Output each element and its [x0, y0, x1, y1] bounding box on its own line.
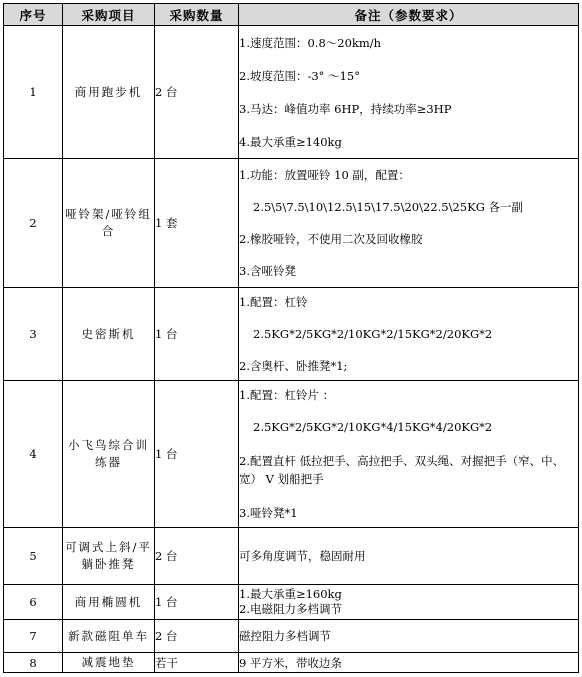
row-item: 小飞鸟综合训练器: [63, 381, 155, 528]
table-row: [4, 585, 579, 620]
row-item: 商用跑步机: [63, 26, 155, 159]
note-line: 2.电磁阻力多档调节: [239, 602, 342, 616]
row-qty: 1 台: [155, 585, 239, 620]
note-line: 可多角度调节，稳固耐用: [239, 549, 366, 563]
row-note: [239, 528, 579, 585]
row-qty: 1 台: [155, 288, 239, 381]
header-seq: 序号: [4, 4, 63, 26]
table-row: [4, 26, 579, 159]
row-seq: 2: [4, 159, 63, 288]
row-seq: 8: [4, 653, 63, 673]
header-note: 备注（参数要求）: [239, 4, 579, 26]
row-seq: 3: [4, 288, 63, 381]
table-row: [4, 288, 579, 381]
header-item: 采购项目: [63, 4, 155, 26]
row-qty: 2 台: [155, 620, 239, 653]
row-note: [239, 159, 579, 288]
table-row: [4, 159, 579, 288]
note-line: 1.功能：放置哑铃 10 副，配置：: [239, 168, 410, 182]
note-line: 2.5KG*2/5KG*2/10KG*2/15KG*2/20KG*2: [253, 327, 493, 341]
row-item: 史密斯机: [63, 288, 155, 381]
note-line: 2.含奥杆、卧推凳*1;: [239, 359, 348, 373]
row-qty: 2 台: [155, 528, 239, 585]
procurement-table: [3, 3, 579, 673]
note-line: 2.5KG*2/5KG*2/10KG*4/15KG*4/20KG*2: [253, 420, 493, 434]
table-row: [4, 528, 579, 585]
row-seq: 5: [4, 528, 63, 585]
table-row: [4, 653, 579, 673]
row-seq: 4: [4, 381, 63, 528]
row-item: 可调式上斜/平躺卧推凳: [63, 528, 155, 585]
note-line: 1.速度范围：0.8～20km/h: [239, 35, 382, 50]
row-note: [239, 381, 579, 528]
row-qty: 2 台: [155, 26, 239, 159]
note-line: 磁控阻力多档调节: [239, 629, 331, 643]
row-item: 减震地垫: [63, 653, 155, 673]
row-seq: 7: [4, 620, 63, 653]
note-line: 4.最大承重≥140kg: [239, 134, 342, 149]
row-note: [239, 26, 579, 159]
row-note: [239, 585, 579, 620]
note-line: 3.含哑铃凳: [239, 264, 296, 278]
header-row: [4, 4, 579, 26]
row-seq: 6: [4, 585, 63, 620]
note-line: 9 平方米，带收边条: [239, 655, 342, 670]
row-item: 哑铃架/哑铃组合: [63, 159, 155, 288]
note-line: 3.哑铃凳*1: [239, 506, 298, 520]
note-line: 2.配置直杆 低拉把手、高拉把手、双头绳、对握把手（窄、中、宽） V 划船把手: [239, 454, 565, 486]
note-line: 1.最大承重≥160kg: [239, 587, 342, 601]
row-item: 新款磁阻单车: [63, 620, 155, 653]
row-note: [239, 620, 579, 653]
table-row: [4, 381, 579, 528]
header-qty: 采购数量: [155, 4, 239, 26]
note-line: 2.坡度范围：-3° ～15°: [239, 68, 360, 83]
row-note: [239, 288, 579, 381]
note-line: 2.5\5\7.5\10\12.5\15\17.5\20\22.5\25KG 各一副: [253, 200, 524, 214]
row-qty: 若干: [155, 653, 239, 673]
note-line: 1.配置：杠铃: [239, 295, 308, 309]
row-qty: 1 套: [155, 159, 239, 288]
note-line: 3.马达：峰值功率 6HP，持续功率≥3HP: [239, 101, 452, 116]
note-line: 1.配置：杠铃片 ：: [239, 388, 335, 402]
note-line: 2.橡胶哑铃，不使用二次及回收橡胶: [239, 232, 423, 246]
row-note: [239, 653, 579, 673]
row-seq: 1: [4, 26, 63, 159]
row-item: 商用椭圆机: [63, 585, 155, 620]
row-qty: 1 台: [155, 381, 239, 528]
table-row: [4, 620, 579, 653]
